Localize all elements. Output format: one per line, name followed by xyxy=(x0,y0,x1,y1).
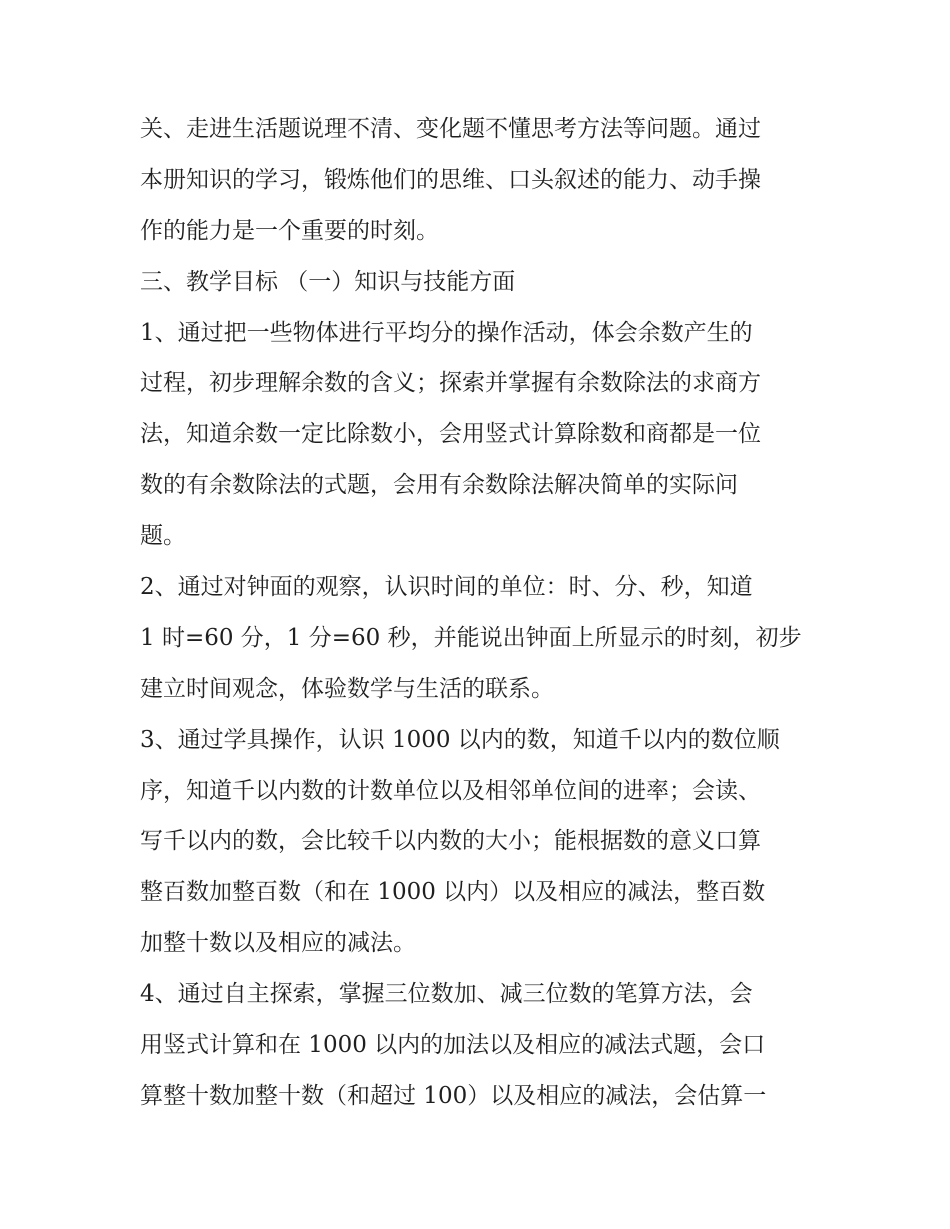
body-text xyxy=(140,104,820,1122)
text-line-7: 法，知道余数一定比除数小，会用竖式计算除数和商都是一位 xyxy=(140,421,761,448)
text-line-13: 3、通过学具操作，认识 1000 以内的数，知道千以内的数位顺 xyxy=(140,726,780,753)
text-line-3: 作的能力是一个重要的时刻。 xyxy=(140,217,439,244)
text-line-20: 算整十数加整十数（和超过 100）以及相应的减法，会估算一 xyxy=(140,1082,767,1109)
text-line-6: 过程，初步理解余数的含义；探索并掌握有余数除法的求商方 xyxy=(140,370,761,397)
text-line-1: 关、走进生活题说理不清、变化题不懂思考方法等问题。通过 xyxy=(140,116,761,142)
text-line-10: 2、通过对钟面的观察，认识时间的单位：时、分、秒，知道 xyxy=(140,574,753,601)
text-line-2: 本册知识的学习，锻炼他们的思维、口头叙述的能力、动手操 xyxy=(140,166,761,193)
text-line-16: 整百数加整百数（和在 1000 以内）以及相应的减法，整百数 xyxy=(140,879,766,906)
text-line-18: 4、通过自主探索，掌握三位数加、减三位数的笔算方法，会 xyxy=(140,981,753,1008)
text-line-17: 加整十数以及相应的减法。 xyxy=(140,930,416,957)
text-line-14: 序，知道千以内数的计数单位以及相邻单位间的进率；会读、 xyxy=(140,777,761,804)
text-line-11: 1 时=60 分，1 分=60 秒，并能说出钟面上所显示的时刻，初步 xyxy=(140,624,802,651)
section-heading: 三、教学目标 （一）知识与技能方面 xyxy=(140,268,516,295)
text-line-9: 题。 xyxy=(140,523,186,550)
text-line-12: 建立时间观念，体验数学与生活的联系。 xyxy=(140,675,554,702)
text-line-5: 1、通过把一些物体进行平均分的操作活动，体会余数产生的 xyxy=(140,319,753,346)
text-line-19: 用竖式计算和在 1000 以内的加法以及相应的减法式题，会口 xyxy=(140,1032,766,1059)
text-line-15: 写千以内的数，会比较千以内数的大小；能根据数的意义口算 xyxy=(140,828,761,855)
text-line-8: 数的有余数除法的式题，会用有余数除法解决简单的实际问 xyxy=(140,472,738,499)
